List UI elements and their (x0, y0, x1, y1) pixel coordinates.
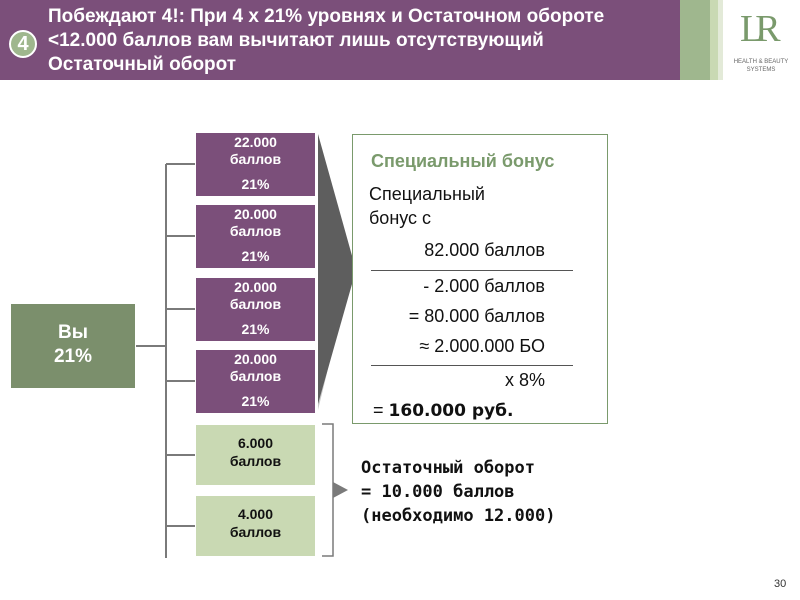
bonus-calc-line: - 2.000 баллов (423, 276, 545, 296)
bonus-calc-line: x 8% (504, 370, 545, 390)
logo-subtitle: HEALTH & BEAUTY SYSTEMS (733, 59, 789, 73)
residual-turnover-note (361, 456, 555, 528)
bonus-result-prefix: = (373, 400, 384, 420)
special-bonus-panel (352, 134, 608, 424)
level-points: 20.000 (234, 351, 277, 367)
bonus-divider (371, 270, 573, 271)
residual-note-line: = 10.000 баллов (361, 482, 515, 502)
residual-note-line: (необходимо 12.000) (361, 506, 556, 526)
bonus-intro: Специальный (369, 184, 485, 204)
level-box-1 (195, 132, 316, 197)
level-percent: 21% (241, 393, 270, 409)
level-unit: баллов (229, 223, 282, 239)
level-box-2 (195, 204, 316, 269)
bonus-intro: бонус с (369, 208, 432, 228)
bonus-result-value: 160.000 руб. (388, 401, 514, 421)
residual-points: 6.000 (237, 435, 274, 451)
level-box-3 (195, 277, 316, 342)
residual-points: 4.000 (237, 506, 274, 522)
residual-unit: баллов (229, 524, 282, 540)
funnel-arrow (318, 134, 356, 404)
bonus-calc-line: 82.000 баллов (424, 240, 545, 260)
residual-note-line: Остаточный оборот (361, 458, 535, 478)
step-number-badge: 4 (9, 30, 37, 58)
level-points: 22.000 (234, 134, 277, 150)
level-points: 20.000 (234, 279, 277, 295)
bonus-title: Специальный бонус (371, 151, 555, 171)
bracket-arrow (333, 482, 348, 498)
bonus-result (373, 399, 513, 422)
page-title: Побеждают 4!: При 4 х 21% уровнях и Остаточном обороте <12.000 баллов вам вычитают лишь отсутствующий Остаточный оборот (48, 6, 605, 75)
residual-bracket (322, 424, 333, 556)
level-percent: 21% (241, 248, 270, 264)
residual-unit: баллов (229, 453, 282, 469)
bonus-calc-line: ≈ 2.000.000 БО (419, 336, 545, 356)
level-unit: баллов (229, 368, 282, 384)
residual-box-1 (195, 424, 316, 486)
level-box-4 (195, 349, 316, 414)
level-unit: баллов (229, 296, 282, 312)
logo-mark: LR (740, 8, 773, 50)
level-points: 20.000 (234, 206, 277, 222)
residual-box-2 (195, 495, 316, 557)
level-percent: 21% (241, 176, 270, 192)
level-unit: баллов (229, 151, 282, 167)
bonus-divider (371, 365, 573, 366)
you-label: Вы (58, 322, 88, 343)
page-number: 30 (774, 578, 787, 590)
bonus-calc-line: = 80.000 баллов (408, 306, 545, 326)
you-percent: 21% (53, 346, 93, 367)
level-percent: 21% (241, 321, 270, 337)
you-box (10, 303, 136, 389)
